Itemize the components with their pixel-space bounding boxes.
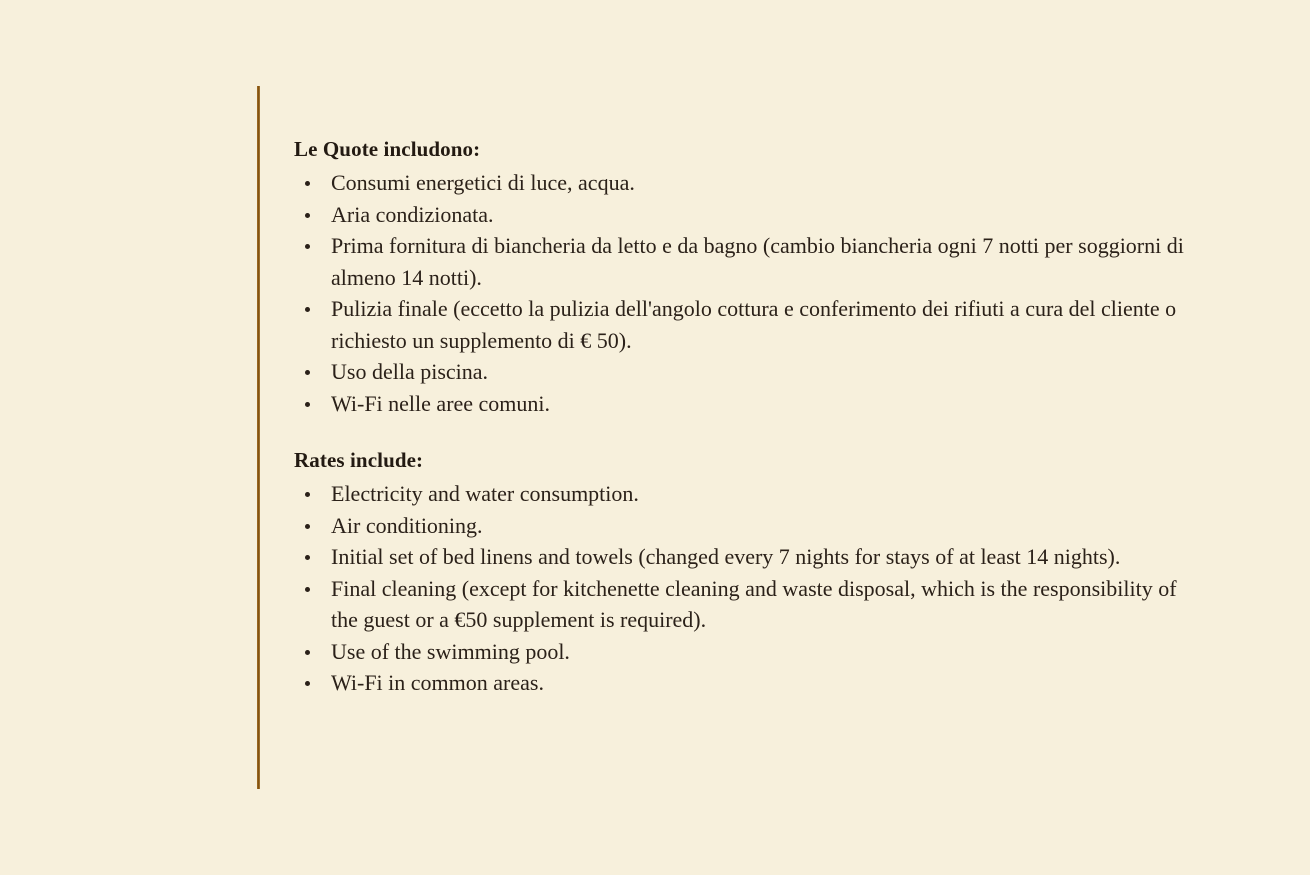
list-item [294,230,1194,293]
list-item-text: Uso della piscina. [331,359,489,384]
section-english-rates-include [294,445,1194,699]
section-heading-italian: Le Quote includono: [294,137,481,161]
bullet-icon [305,213,310,218]
list-item-text: Aria condizionata. [331,201,494,227]
bullet-icon [305,244,310,249]
list-item [294,478,1194,510]
section-italian-rates-include [294,134,1194,419]
list-item [294,388,1194,420]
list-item-text: Wi-Fi nelle aree comuni. [331,390,551,416]
list-item [294,541,1194,573]
list-item-text: Final cleaning (except for kitchenette cleaning and waste disposal, which is the responsibility of the guest or a €50 supplement is required). [331,575,1177,632]
list-item-text: Use of the swimming pool. [331,638,570,664]
bullet-icon [305,370,310,375]
bullet-icon [305,181,310,186]
list-item [294,167,1194,199]
list-item-text: Air conditioning. [331,512,483,538]
list-item [294,356,1194,388]
list-item [294,636,1194,668]
list-item-text: Electricity and water consumption. [331,481,639,506]
bullet-icon [305,587,310,592]
section-heading-english: Rates include: [294,448,424,472]
bullet-list-english [294,478,1194,699]
vertical-accent-rule [257,86,260,789]
list-item-text: Consumi energetici di luce, acqua. [331,170,635,195]
list-item [294,573,1194,636]
bullet-icon [305,492,310,497]
bullet-icon [305,524,310,529]
list-item [294,510,1194,542]
list-item-text: Prima fornitura di biancheria da letto e da bagno (cambio biancheria ogni 7 notti per soggiorni di almeno 14 notti). [331,233,1184,290]
bullet-icon [305,650,310,655]
content-block [294,134,1194,699]
list-item-text: Pulizia finale (eccetto la pulizia dell'angolo cottura e conferimento dei rifiuti a cura del cliente o richiesto un supplemento di € 50). [331,296,1177,353]
bullet-icon [305,555,310,560]
list-item [294,293,1194,356]
list-item [294,667,1194,699]
list-item-text: Wi-Fi in common areas. [331,670,544,695]
bullet-icon [305,402,310,407]
list-item [294,199,1194,231]
bullet-icon [305,307,310,312]
list-item-text: Initial set of bed linens and towels (changed every 7 nights for stays of at least 14 nights). [331,544,1121,569]
bullet-list-italian [294,167,1194,419]
bullet-icon [305,681,310,686]
